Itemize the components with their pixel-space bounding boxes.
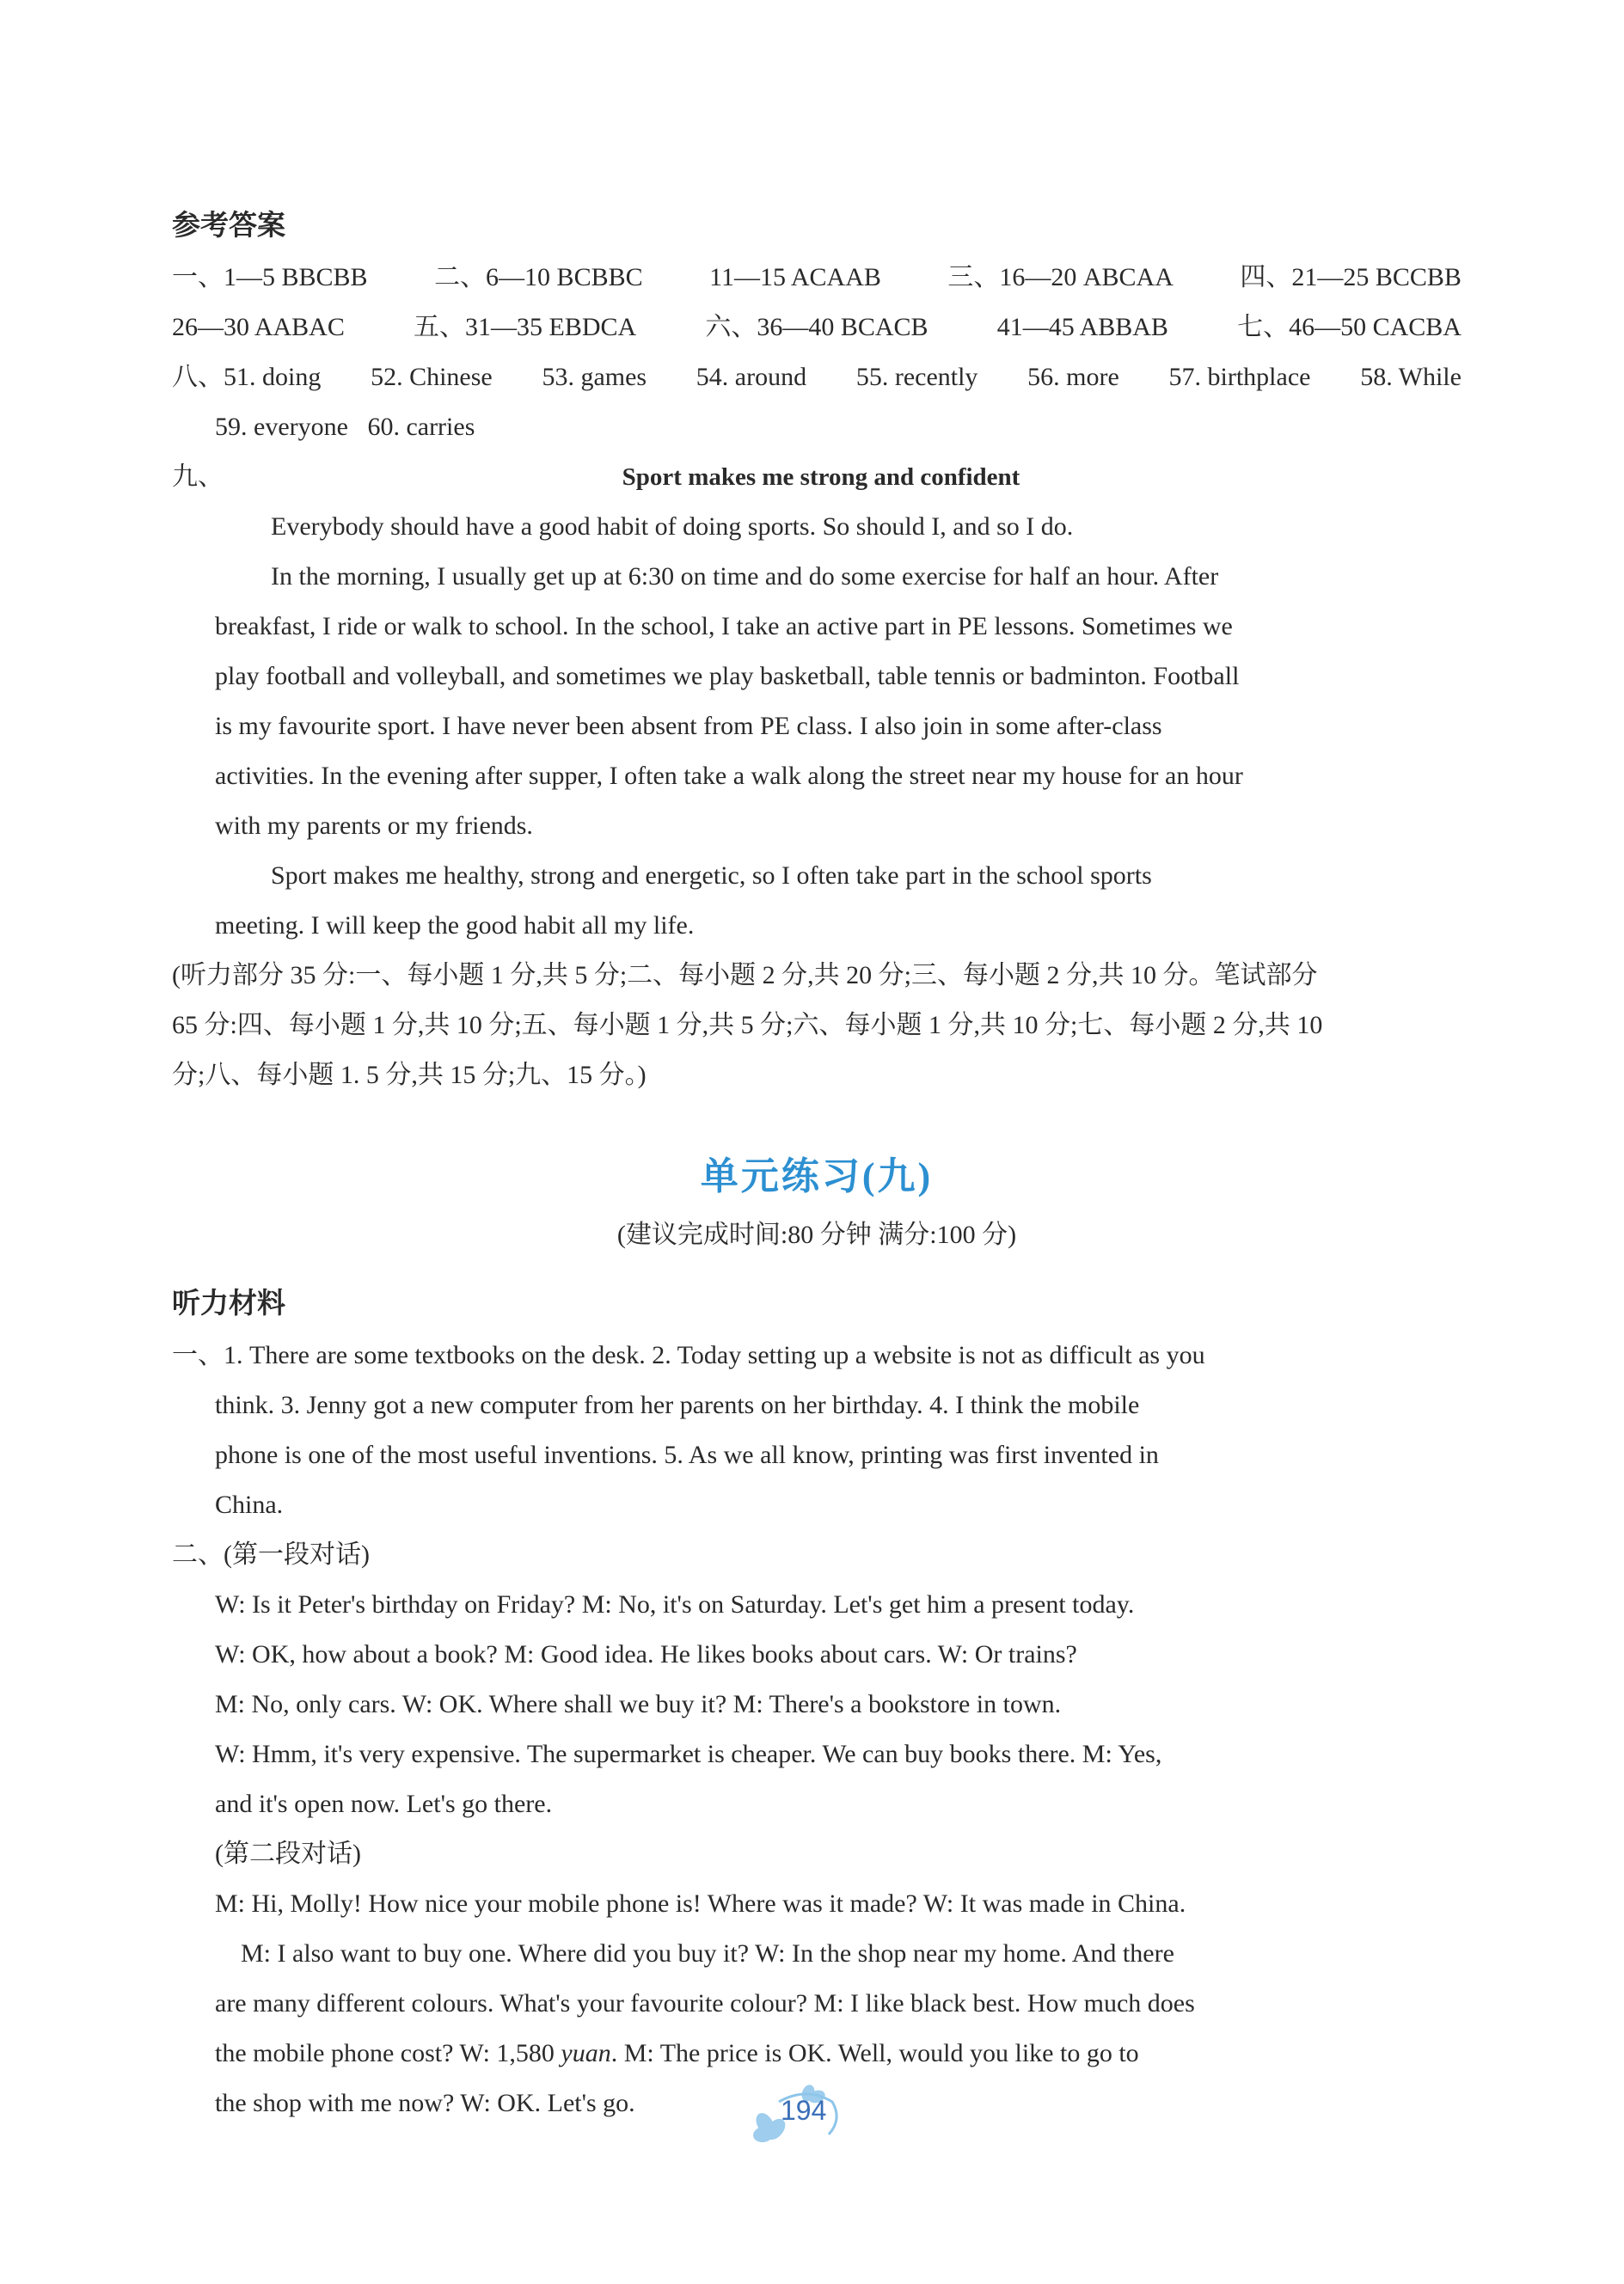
essay-line: with my parents or my friends. — [215, 811, 533, 840]
answer-item: 60. carries — [367, 413, 475, 441]
dialog2-label: (第二段对话) — [215, 1840, 361, 1868]
essay-line: play football and volleyball, and sometimes we play basketball, table tennis or badminton. Football — [215, 662, 1240, 690]
answer-item: 52. Chinese — [371, 363, 493, 391]
essay-line: In the morning, I usually get up at 6:30 on time and do some exercise for half an hour. After — [271, 562, 1219, 591]
essay-title: Sport makes me strong and confident — [622, 463, 1020, 491]
essay-line: Everybody should have a good habit of doing sports. So should I, and so I do. — [271, 512, 1074, 541]
essay-title-row — [172, 452, 1462, 502]
yuan-text: yuan — [561, 2039, 611, 2067]
answer-item: 59. everyone — [215, 413, 348, 441]
listening-heading: 听力材料 — [172, 1286, 285, 1320]
answer-row-4 — [172, 402, 1462, 452]
page-number: 194 — [781, 2095, 827, 2126]
dialog-line — [172, 2029, 1462, 2079]
listening-line: China. — [215, 1491, 284, 1519]
dialog-line: and it's open now. Let's go there. — [215, 1790, 553, 1818]
answer-item: 55. recently — [855, 363, 978, 391]
answer-row-3 — [172, 352, 1462, 402]
listening-line: think. 3. Jenny got a new computer from her parents on her birthday. 4. I think the mobile — [215, 1391, 1140, 1419]
scoring-line: 分;八、每小题 1. 5 分,共 15 分;九、15 分。) — [172, 1061, 647, 1089]
answer-item: 58. While — [1360, 363, 1462, 391]
answer-item: 八、51. doing — [172, 363, 322, 391]
essay-line: is my favourite sport. I have never been absent from PE class. I also join in some after-class — [215, 712, 1162, 740]
answer-item: 41—45 ABBAB — [996, 313, 1168, 341]
unit-title: 单元练习(九) — [700, 1155, 934, 1197]
answer-item: 五、31—35 EBDCA — [414, 313, 637, 341]
answer-item: 七、46—50 CACBA — [1237, 313, 1462, 341]
answer-item: 11—15 ACAAB — [709, 263, 881, 291]
dialog-line: W: Hmm, it's very expensive. The supermarket is cheaper. We can buy books there. M: Yes, — [215, 1740, 1162, 1768]
essay-line: activities. In the evening after supper, I often take a walk along the street near my house for an hour — [215, 762, 1243, 790]
dialog-line: W: OK, how about a book? M: Good idea. He likes books about cars. W: Or trains? — [215, 1640, 1077, 1669]
content — [172, 198, 1462, 2128]
unit-subtitle: (建议完成时间:80 分钟 满分:100 分) — [616, 1221, 1017, 1249]
essay-line: meeting. I will keep the good habit all my life. — [215, 911, 695, 940]
dialog1-label: 二、(第一段对话) — [172, 1540, 370, 1569]
dialog-line: M: I also want to buy one. Where did you buy it? W: In the shop near my home. And there — [241, 1939, 1174, 1968]
answer-row-1 — [172, 253, 1462, 303]
answer-item: 二、6—10 BCBBC — [434, 263, 643, 291]
page-number-badge — [746, 2085, 858, 2145]
answers-heading: 参考答案 — [172, 208, 285, 242]
scoring-line: 65 分:四、每小题 1 分,共 10 分;五、每小题 1 分,共 5 分;六、每小题 1 分,共 10 分;七、每小题 2 分,共 10 — [172, 1011, 1323, 1039]
answer-item: 57. birthplace — [1168, 363, 1311, 391]
dialog-text: the mobile phone cost? W: 1,580 — [215, 2039, 555, 2067]
dialog-line: are many different colours. What's your favourite colour? M: I like black best. How much does — [215, 1989, 1195, 2018]
dialog-line: the shop with me now? W: OK. Let's go. — [215, 2089, 635, 2117]
answer-item: 56. more — [1027, 363, 1119, 391]
answer-item: 三、16—20 ABCAA — [947, 263, 1174, 291]
answer-item: 四、21—25 BCCBB — [1240, 263, 1462, 291]
answer-item: 一、1—5 BBCBB — [172, 263, 368, 291]
dialog-text: . M: The price is OK. Well, would you like to go to — [610, 2039, 1139, 2067]
answer-item: 六、36—40 BCACB — [705, 313, 928, 341]
essay-label: 九、 — [172, 462, 224, 491]
essay-line: Sport makes me healthy, strong and energetic, so I often take part in the school sports — [271, 861, 1152, 890]
scoring-line: (听力部分 35 分:一、每小题 1 分,共 5 分;二、每小题 2 分,共 20 分;三、每小题 2 分,共 10 分。笔试部分 — [172, 961, 1318, 989]
essay-line: breakfast, I ride or walk to school. In the school, I take an active part in PE lessons. Sometimes we — [215, 612, 1233, 640]
dialog-line: M: Hi, Molly! How nice your mobile phone is! Where was it made? W: It was made in China. — [215, 1889, 1186, 1918]
listening-line: phone is one of the most useful inventions. 5. As we all know, printing was first invented in — [215, 1441, 1159, 1469]
dialog-line: W: Is it Peter's birthday on Friday? M: No, it's on Saturday. Let's get him a present today. — [215, 1590, 1135, 1619]
answer-item: 54. around — [696, 363, 807, 391]
listening-line: 一、1. There are some textbooks on the desk. 2. Today setting up a website is not as difficult as you — [172, 1341, 1205, 1369]
answer-item: 26—30 AABAC — [172, 313, 345, 341]
answer-row-2 — [172, 303, 1462, 352]
answer-item: 53. games — [542, 363, 647, 391]
dialog-line: M: No, only cars. W: OK. Where shall we buy it? M: There's a bookstore in town. — [215, 1690, 1062, 1718]
